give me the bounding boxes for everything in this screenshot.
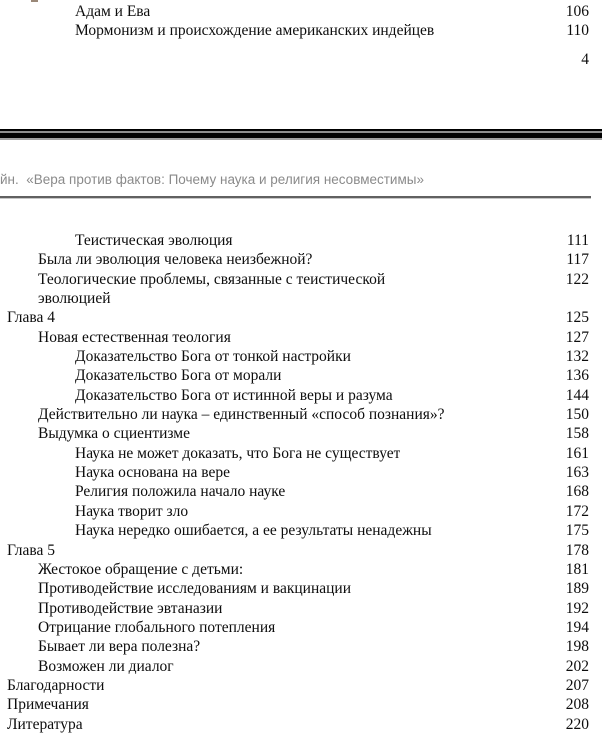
- toc-entry-title: Теистическая эволюция: [75, 232, 233, 249]
- toc-entry-title: Религия положила начало науке: [75, 483, 286, 501]
- toc-entry-page: 181: [565, 560, 589, 578]
- toc-entry-title: Отрицание глобального потепления: [38, 618, 276, 636]
- toc-row: [0, 502, 602, 521]
- toc-entry-page: 161: [565, 444, 589, 462]
- toc-row: [0, 482, 602, 501]
- toc-entry-title: Доказательство Бога от истинной веры и разума: [75, 386, 393, 404]
- toc-entry-title: Бывает ли вера полезна?: [38, 638, 201, 656]
- toc-entry-page: 158: [565, 425, 589, 443]
- toc-entry-page: 136: [565, 367, 589, 385]
- toc-entry-title: Глава 4: [7, 309, 56, 327]
- toc-row: [0, 328, 602, 347]
- toc-entry-title: Возможен ли диалог: [38, 657, 174, 675]
- toc-entry-page: 106: [565, 3, 589, 20]
- toc-row: [0, 270, 602, 289]
- toc-entry-page: 111: [566, 232, 589, 249]
- toc-entry-page: 122: [565, 270, 589, 288]
- toc-entry-page: 132: [565, 348, 589, 366]
- toc-list-previous-page: [0, 2, 602, 41]
- toc-entry-title: эволюцией: [38, 290, 111, 308]
- toc-row: [0, 444, 602, 463]
- running-header: йн. «Вера против фактов: Почему наука и религия несовместимы»: [0, 172, 424, 187]
- toc-row: [0, 289, 602, 308]
- toc-entry-page: 207: [565, 676, 589, 694]
- toc-entry-page: 194: [565, 618, 589, 636]
- toc-row: [0, 541, 602, 560]
- toc-row: [0, 347, 602, 366]
- toc-row: [0, 366, 602, 385]
- toc-entry-title: Жестокое обращение с детьми:: [38, 560, 244, 578]
- toc-row: [0, 715, 602, 734]
- toc-row: [0, 695, 602, 714]
- toc-row: [0, 405, 602, 424]
- toc-entry-title: Адам и Ева: [75, 3, 151, 20]
- toc-entry-page: 220: [565, 715, 589, 733]
- toc-entry-title: Мормонизм и происхождение американских индейцев: [75, 22, 435, 40]
- toc-entry-title: Благодарности: [7, 676, 105, 694]
- toc-entry-title: Наука основана на вере: [75, 464, 230, 482]
- toc-entry-title: Противодействие эвтаназии: [38, 599, 223, 617]
- toc-row: [0, 579, 602, 598]
- toc-row: [0, 250, 602, 269]
- toc-entry-title: Была ли эволюция человека неизбежной?: [38, 251, 313, 269]
- toc-row: [0, 463, 602, 482]
- toc-entry-title: Доказательство Бога от тонкой настройки: [75, 348, 351, 366]
- toc-row: [0, 657, 602, 676]
- toc-entry-page: 192: [565, 599, 589, 617]
- toc-entry-title: Противодействие исследованиям и вакцинации: [38, 580, 351, 598]
- page-number-footer: 4: [581, 51, 589, 68]
- toc-row: [0, 231, 602, 250]
- toc-entry-page: 168: [565, 483, 589, 501]
- toc-entry-page: 127: [565, 328, 589, 346]
- toc-row: [0, 599, 602, 618]
- toc-row: [0, 424, 602, 443]
- toc-list: [0, 231, 602, 734]
- toc-entry-page: 202: [565, 657, 589, 675]
- toc-row: [0, 386, 602, 405]
- toc-entry-page: 198: [565, 638, 589, 656]
- separator-stripe: [0, 138, 602, 140]
- toc-entry-title: Доказательство Бога от морали: [75, 367, 282, 385]
- toc-row: [0, 618, 602, 637]
- toc-entry-page: 178: [565, 541, 589, 559]
- toc-entry-title: Наука не может доказать, что Бога не существует: [75, 444, 401, 462]
- toc-entry-title: Выдумка о сциентизме: [38, 425, 190, 443]
- toc-entry-title: Действительно ли наука – единственный «способ познания»?: [38, 406, 445, 424]
- toc-entry-page: 175: [565, 522, 589, 540]
- toc-row: [0, 308, 602, 327]
- toc-entry-title: Глава 5: [7, 541, 56, 559]
- toc-entry-page: 110: [566, 22, 589, 40]
- toc-row: [0, 2, 602, 21]
- toc-row: [0, 521, 602, 540]
- toc-entry-page: 163: [565, 464, 589, 482]
- toc-entry-title: Новая естественная теология: [38, 328, 231, 346]
- toc-entry-title: Примечания: [7, 696, 89, 714]
- toc-entry-page: 144: [565, 386, 589, 404]
- toc-entry-title: Наука нередко ошибается, а ее результаты ненадежны: [75, 522, 432, 540]
- toc-row: [0, 560, 602, 579]
- toc-entry-page: 125: [565, 309, 589, 327]
- toc-entry-title: Литература: [7, 715, 83, 733]
- toc-entry-page: 189: [565, 580, 589, 598]
- toc-row: [0, 21, 602, 40]
- toc-entry-page: 172: [565, 502, 589, 520]
- toc-row: [0, 637, 602, 656]
- toc-row: [0, 676, 602, 695]
- page-separator-bar: [0, 129, 602, 140]
- toc-entry-title: Теологические проблемы, связанные с теистической: [38, 270, 386, 288]
- toc-entry-page: 208: [565, 696, 589, 714]
- toc-entry-page: 150: [565, 406, 589, 424]
- header-rule: [0, 196, 591, 198]
- toc-entry-page: 117: [566, 251, 589, 269]
- toc-entry-title: Наука творит зло: [75, 502, 189, 520]
